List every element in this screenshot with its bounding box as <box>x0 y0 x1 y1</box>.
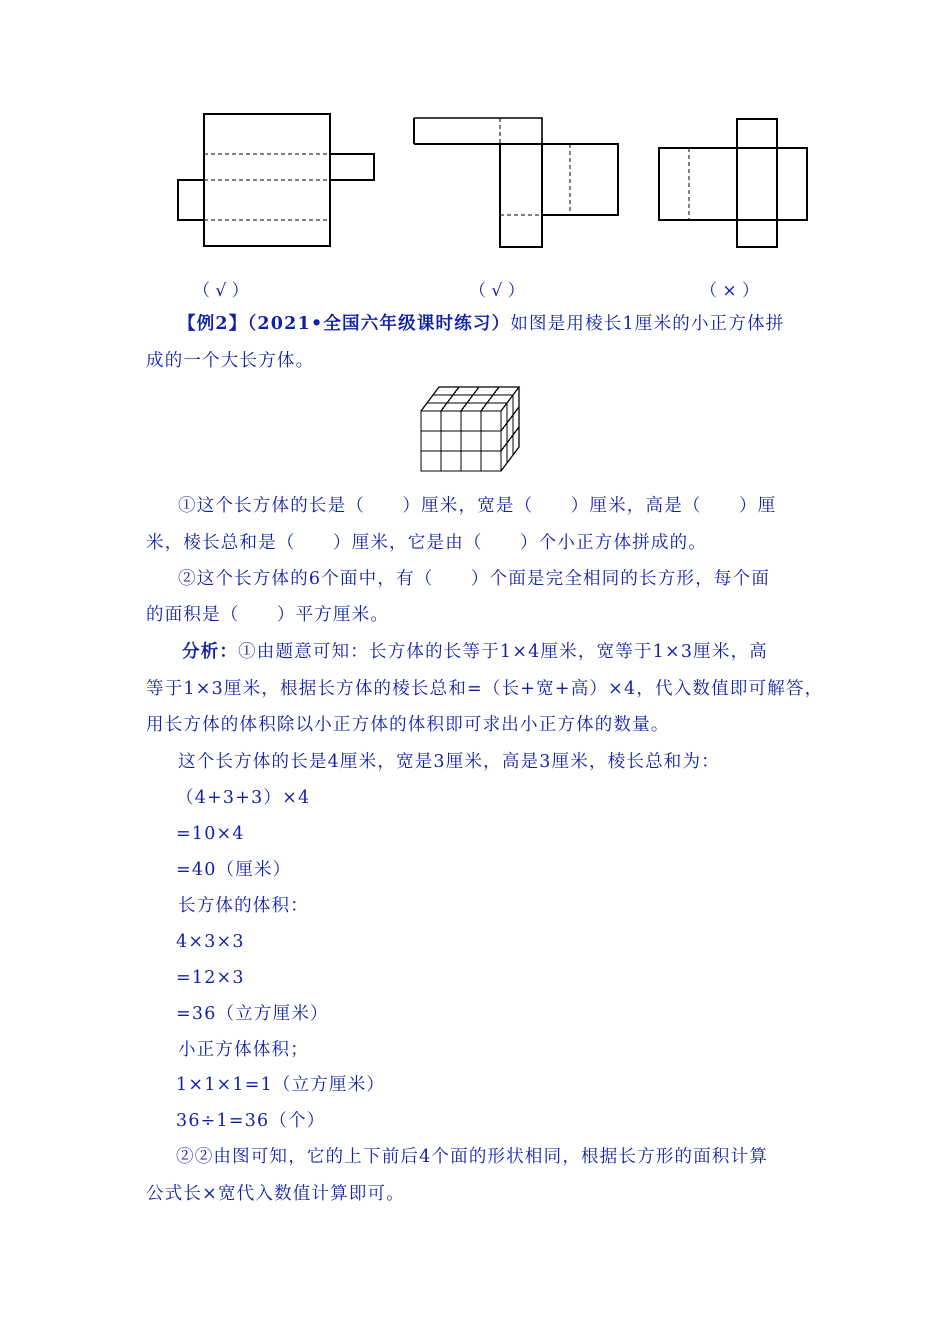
example-intro-2: 成的一个大长方体。 <box>146 351 315 371</box>
example-intro-1: 如图是用棱长1厘米的小正方体拼 <box>510 314 785 334</box>
example-heading <box>178 313 784 335</box>
example-label: 【例2】 <box>178 314 248 334</box>
analysis-part2-line-2: 公式长×宽代入数值计算即可。 <box>146 1184 405 1204</box>
calc-step: 36÷1=36（个） <box>176 1111 326 1131</box>
analysis-line-1 <box>182 641 768 663</box>
calc-step: 长方体的体积： <box>178 896 309 916</box>
analysis-part2-line-1: ②②由图可知，它的上下前后4个面的形状相同，根据长方形的面积计算 <box>176 1147 769 1167</box>
analysis-text-1: ①由题意可知：长方体的长等于1×4厘米，宽等于1×3厘米，高 <box>238 642 768 662</box>
question-2-line-1: ②这个长方体的6个面中，有（ ）个面是完全相同的长方形，每个面 <box>178 569 771 589</box>
question-1-line-1: ①这个长方体的长是（ ）厘米，宽是（ ）厘米，高是（ ）厘 <box>178 496 777 516</box>
calc-step: 1×1×1=1（立方厘米） <box>176 1075 386 1095</box>
calc-step: =40（厘米） <box>176 860 292 880</box>
example-source: （2021•全国六年级课时练习） <box>247 314 511 334</box>
calc-step: =10×4 <box>176 824 245 844</box>
calc-step: 小正方体体积； <box>178 1040 309 1060</box>
calc-step: （4+3+3）×4 <box>176 788 311 808</box>
answer-mark-2: （ √ ） <box>469 281 525 301</box>
net-figure-2 <box>408 112 623 252</box>
calc-step: 4×3×3 <box>176 932 245 952</box>
analysis-line-3: 用长方体的体积除以小正方体的体积即可求出小正方体的数量。 <box>146 715 670 735</box>
cube-cuboid-figure <box>418 384 528 476</box>
calc-step: =12×3 <box>176 968 245 988</box>
net-figure-3 <box>652 112 814 252</box>
question-1-line-2: 米，棱长总和是（ ）厘米，它是由（ ）个小正方体拼成的。 <box>146 533 707 553</box>
analysis-label: 分析： <box>182 642 239 662</box>
analysis-line-2: 等于1×3厘米，根据长方体的棱长总和=（长+宽+高）×4，代入数值即可解答， <box>146 679 824 699</box>
answer-mark-1: （ √ ） <box>193 281 249 301</box>
analysis-line-4: 这个长方体的长是4厘米，宽是3厘米，高是3厘米，棱长总和为： <box>178 752 720 772</box>
net-figure-1 <box>170 108 385 253</box>
calc-step: =36（立方厘米） <box>176 1004 329 1024</box>
answer-mark-3: （ × ） <box>700 281 760 301</box>
question-2-line-2: 的面积是（ ）平方厘米。 <box>146 605 390 625</box>
